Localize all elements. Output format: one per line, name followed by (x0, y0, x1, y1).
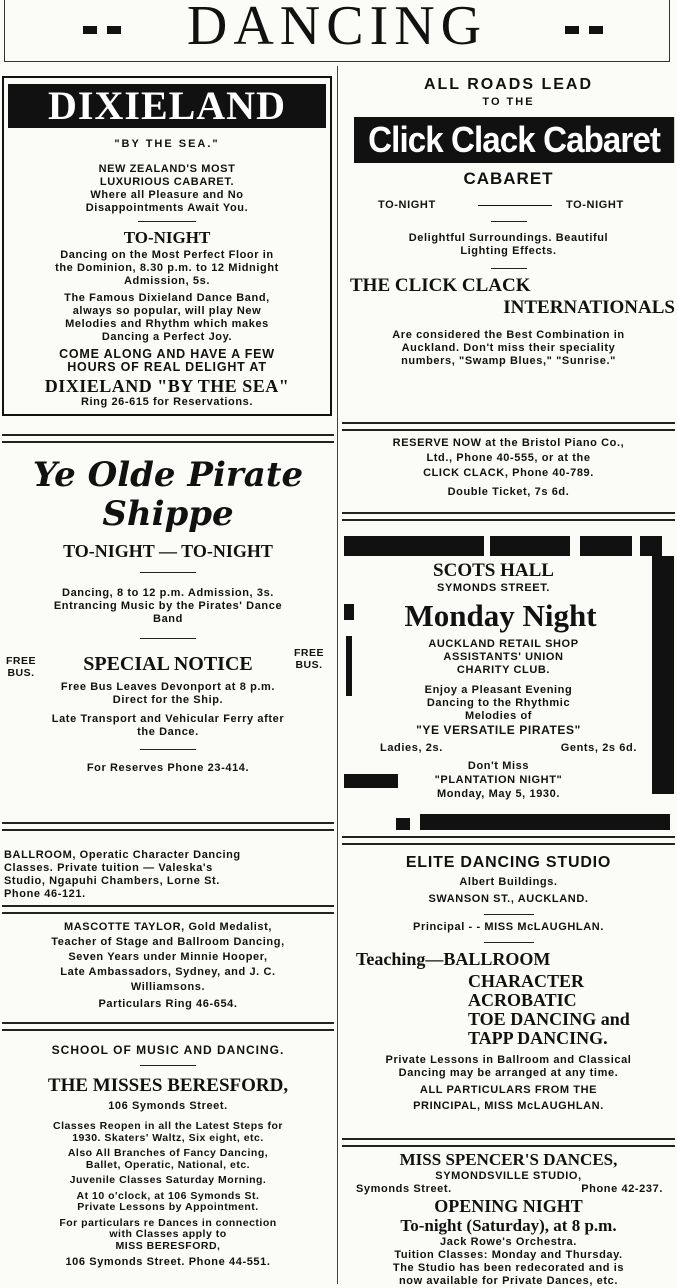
scots-hall-ad (340, 536, 677, 836)
clickclack-considered (340, 329, 677, 368)
enjoy-line: Melodies of (464, 710, 533, 722)
rule (478, 205, 552, 206)
rule (140, 638, 196, 639)
spencer-tonight: To-night (Saturday), at 8 p.m. (400, 1216, 617, 1235)
pirate-bus (0, 681, 336, 707)
free-label: FREE (5, 655, 36, 667)
header-dash-right-2 (589, 26, 603, 34)
rule (491, 221, 527, 222)
enjoy-line: Dancing to the Rhythmic (426, 697, 571, 709)
school-heading: SCHOOL OF MUSIC AND DANCING. (51, 1043, 285, 1057)
intro-line: LUXURIOUS CABARET. (99, 176, 235, 188)
ladies-price: Ladies, 2s. (380, 742, 443, 754)
right-column (340, 66, 677, 1287)
decorative-bar (344, 536, 484, 556)
class-line: Ballet, Operatic, National, etc. (85, 1158, 251, 1171)
class-line: Juvenile Classes Saturday Morning. (69, 1174, 267, 1186)
clickclack-cabaret: CABARET (463, 169, 554, 188)
scots-plantation: "PLANTATION NIGHT" (434, 774, 563, 786)
left-column (0, 66, 336, 1284)
particulars-line: PRINCIPAL, MISS McLAUGHLAN. (413, 1100, 604, 1112)
scots-pirates: "YE VERSATILE PIRATES" (416, 723, 581, 737)
free-label: FREE (293, 647, 324, 659)
style-line: ACROBATIC (468, 990, 577, 1010)
divider (342, 1138, 675, 1147)
dixieland-tonight: TO-NIGHT (123, 228, 211, 247)
considered-line: numbers, "Swamp Blues," "Sunrise." (401, 355, 616, 367)
mascotte-line: MASCOTTE TAYLOR, Gold Medalist, (63, 921, 273, 933)
redecorated-line: now available for Private Dances, etc. (398, 1275, 619, 1287)
club-line: ASSISTANTS' UNION (443, 651, 564, 663)
clickclack-ticket: Double Ticket, 7s 6d. (447, 486, 570, 498)
pirate-ad (0, 456, 336, 775)
decorative-bar (346, 636, 352, 696)
elite-styles (468, 972, 677, 1048)
detail-line: Admission, 5s. (123, 275, 211, 287)
pirate-tonight: TO-NIGHT — TO-NIGHT (63, 541, 273, 561)
club-line: CHARITY CLUB. (456, 664, 551, 676)
club-line: AUCKLAND RETAIL SHOP (428, 638, 579, 650)
mascotte-ad (0, 920, 336, 1012)
mascotte-ring: Particulars Ring 46-654. (98, 998, 238, 1010)
rule (140, 572, 196, 573)
decorative-bar (640, 536, 662, 556)
style-line: TAPP DANCING. (468, 1028, 608, 1048)
ballroom-line: Classes. Private tuition — Valeska's (4, 862, 213, 874)
dancing-line: Band (153, 613, 183, 625)
scots-street: SYMONDS STREET. (437, 582, 550, 594)
rule (491, 268, 527, 269)
ballroom-line: Studio, Ngapuhi Chambers, Lorne St. (4, 875, 220, 887)
intro-line: Where all Pleasure and No (90, 189, 244, 201)
reserve-line: Ltd., Phone 40-555, or at the (426, 452, 591, 464)
mascotte-line: Late Ambassadors, Sydney, and J. C. (60, 966, 276, 978)
internationals-line2: INTERNATIONALS (503, 297, 675, 318)
clickclack-lead: ALL ROADS LEAD (423, 76, 594, 93)
dixieland-subtitle: "BY THE SEA." (114, 138, 220, 150)
class-line: At 10 o'clock, at 106 Symonds St. (76, 1189, 260, 1202)
beresford-address: 106 Symonds Street. (108, 1100, 228, 1112)
private-line: Dancing may be arranged at any time. (398, 1067, 619, 1079)
come-line: HOURS OF REAL DELIGHT AT (67, 360, 267, 374)
pirate-notice-row (0, 645, 336, 679)
beresford-name: THE MISSES BERESFORD, (47, 1075, 289, 1096)
scots-prices (380, 742, 637, 755)
intro-line: Disappointments Await You. (85, 202, 249, 214)
pirate-dancing (0, 587, 336, 626)
dixieland-ring: Ring 26-615 for Reservations. (80, 396, 254, 408)
band-line: always so popular, will play New (72, 305, 262, 317)
transport-line: the Dance. (137, 726, 199, 738)
scots-club (354, 638, 653, 677)
tonight-left: TO-NIGHT (378, 199, 436, 211)
scots-dont-miss: Don't Miss (467, 760, 530, 772)
reserve-line: CLICK CLACK, Phone 40-789. (423, 467, 594, 479)
elite-teaching: Teaching—BALLROOM (356, 949, 551, 969)
dixieland-ad (2, 76, 332, 416)
elite-buildings: Albert Buildings. (459, 876, 558, 888)
gents-price: Gents, 2s 6d. (560, 742, 637, 754)
bus-label: BUS. (295, 659, 323, 671)
header-dash-right-1 (565, 26, 579, 34)
mascotte-line: Teacher of Stage and Ballroom Dancing, (51, 936, 285, 948)
detail-line: the Dominion, 8.30 p.m. to 12 Midnight (55, 262, 279, 274)
decorative-bar (490, 536, 570, 556)
spencer-redecorated (340, 1262, 677, 1288)
pirate-title-line2: Shippe (102, 494, 234, 534)
spencer-opening: OPENING NIGHT (434, 1196, 583, 1216)
band-line: Dancing a Perfect Joy. (101, 331, 233, 343)
decorative-bar (652, 556, 674, 794)
scots-enjoy (360, 684, 637, 723)
mascotte-line: Seven Years under Minnie Hooper, (68, 951, 268, 963)
mascotte-line: Williamsons. (130, 981, 206, 993)
considered-line: Are considered the Best Combination in (392, 329, 625, 341)
spencer-street: Symonds Street. (356, 1183, 452, 1195)
clickclack-surroundings (340, 232, 677, 258)
reserve-line: RESERVE NOW at the Bristol Piano Co., (392, 437, 625, 449)
decorative-bar (344, 604, 354, 620)
intro-line: NEW ZEALAND'S MOST (98, 163, 236, 175)
detail-line: Dancing on the Most Perfect Floor in (60, 249, 274, 261)
clickclack-reserve (340, 436, 677, 500)
dixieland-by-the-sea: DIXIELAND "BY THE SEA" (44, 376, 290, 396)
internationals-line1: THE CLICK CLACK (350, 275, 531, 296)
pirate-title-line1: Ye Olde Pirate (32, 455, 304, 495)
pirate-reserves: For Reserves Phone 23-414. (86, 762, 250, 774)
rule (484, 942, 534, 943)
dixieland-details (4, 249, 330, 288)
rule (140, 1065, 196, 1066)
class-line: 1930. Skaters' Waltz, Six eight, etc. (72, 1131, 264, 1144)
surroundings-line: Delightful Surroundings. Beautiful (408, 232, 609, 244)
spencer-contact (340, 1183, 677, 1196)
divider (2, 905, 334, 914)
divider (2, 1022, 334, 1031)
divider (2, 434, 334, 443)
clickclack-tonight-row (340, 197, 677, 217)
beresford-ad (0, 1044, 336, 1269)
bus-label: BUS. (7, 667, 35, 679)
spencer-phone: Phone 42-237. (581, 1183, 663, 1195)
divider (2, 822, 334, 831)
bus-line: Free Bus Leaves Devonport at 8 p.m. (60, 681, 276, 693)
dixieland-logo: DIXIELAND (8, 84, 326, 128)
pirate-transport (0, 713, 336, 739)
beresford-classes (0, 1121, 336, 1252)
page-title: DANCING (186, 0, 488, 57)
class-line: Private Lessons by Appointment. (77, 1201, 259, 1213)
divider (342, 422, 675, 431)
decorative-bar (420, 814, 670, 830)
come-line: COME ALONG AND HAVE A FEW (59, 347, 275, 361)
free-bus-left (2, 655, 40, 679)
elite-name: ELITE DANCING STUDIO (405, 854, 612, 871)
class-line: Also All Branches of Fancy Dancing, (67, 1147, 269, 1159)
tonight-right: TO-NIGHT (566, 199, 624, 211)
spencer-name: MISS SPENCER'S DANCES, (399, 1150, 618, 1169)
rule (140, 749, 196, 750)
class-line: For particulars re Dances in connection (59, 1216, 277, 1229)
enjoy-line: Enjoy a Pleasant Evening (424, 684, 573, 696)
section-header (4, 0, 670, 62)
spencer-tuition: Tuition Classes: Monday and Thursday. (394, 1249, 623, 1261)
column-divider (337, 66, 338, 1284)
pirate-special-notice: SPECIAL NOTICE (83, 653, 253, 675)
particulars-line: ALL PARTICULARS FROM THE (419, 1084, 598, 1096)
spencer-orchestra: Jack Rowe's Orchestra. (440, 1236, 577, 1248)
style-line: TOE DANCING and (468, 1009, 630, 1029)
band-line: The Famous Dixieland Dance Band, (64, 292, 270, 304)
clickclack-logo: Click Clack Cabaret (354, 117, 674, 163)
elite-ad (340, 854, 677, 1114)
style-line: CHARACTER (468, 971, 585, 991)
transport-line: Late Transport and Vehicular Ferry after (51, 713, 285, 725)
ballroom-line: Phone 46-121. (4, 888, 86, 900)
scots-date: Monday, May 5, 1930. (436, 788, 561, 800)
private-line: Private Lessons in Ballroom and Classical (385, 1054, 632, 1066)
divider (342, 836, 675, 845)
spencer-studio: SYMONDSVILLE STUDIO, (435, 1170, 582, 1182)
considered-line: Auckland. Don't miss their speciality (401, 342, 616, 354)
elite-street: SWANSON ST., AUCKLAND. (428, 893, 589, 905)
dixieland-intro (4, 163, 330, 215)
bus-line: Direct for the Ship. (112, 694, 224, 706)
rule (138, 221, 196, 222)
elite-particulars (340, 1082, 677, 1114)
class-line: MISS BERESFORD, (115, 1239, 221, 1252)
band-line: Melodies and Rhythm which makes (65, 318, 269, 330)
rule (484, 914, 534, 915)
elite-private (340, 1054, 677, 1080)
beresford-footer: 106 Symonds Street. Phone 44-551. (65, 1256, 271, 1268)
free-bus-right (284, 647, 334, 671)
surroundings-line: Lighting Effects. (460, 245, 557, 257)
divider (342, 512, 675, 521)
class-line: Classes Reopen in all the Latest Steps for (53, 1120, 283, 1132)
class-line: with Classes apply to (109, 1228, 227, 1240)
ballroom-ad (0, 849, 336, 901)
clickclack-to-the: TO THE (482, 96, 535, 108)
dancing-line: Entrancing Music by the Pirates' Dance (53, 600, 283, 612)
monday-night: Monday Night (404, 598, 597, 633)
redecorated-line: The Studio has been redecorated and is (392, 1262, 625, 1274)
dixieland-come-along (4, 348, 330, 374)
dixieland-band (4, 292, 330, 344)
scots-hall-title: SCOTS HALL (433, 560, 554, 581)
dancing-line: Dancing, 8 to 12 p.m. Admission, 3s. (62, 587, 274, 599)
ballroom-line: BALLROOM, Operatic Character Dancing (4, 849, 241, 861)
spencer-ad (340, 1150, 677, 1288)
decorative-bar (580, 536, 632, 556)
clickclack-ad (340, 76, 677, 368)
decorative-bar (396, 818, 410, 830)
elite-principal: Principal - - MISS McLAUGHLAN. (413, 921, 604, 933)
